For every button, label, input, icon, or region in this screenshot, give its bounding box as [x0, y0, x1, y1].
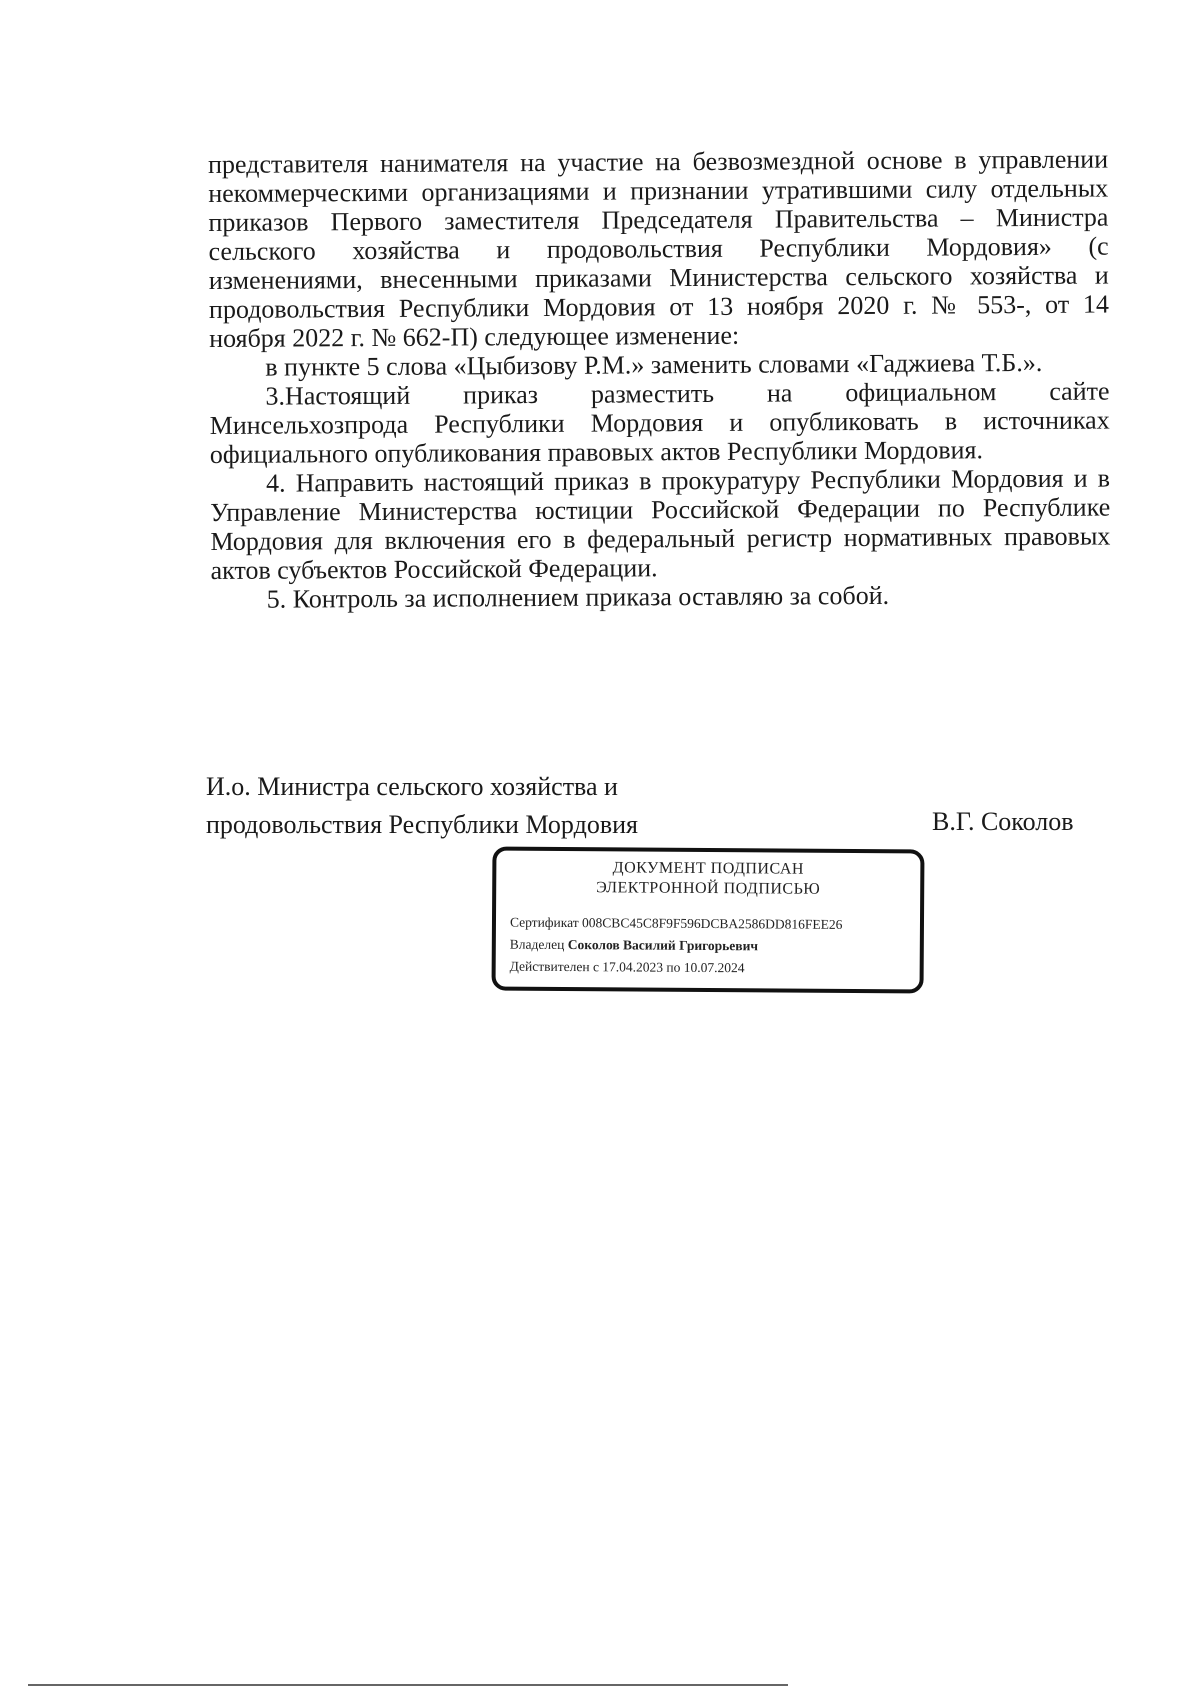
- body-line-paragraph-2-continued: в пункте 5 слова «Цыбизову Р.М.» заменить словами «Гаджиева Т.Б.».: [265, 347, 1043, 382]
- paragraph-3-line: Минсельхозпрода Республики Мордовия и опубликовать в источниках: [209, 405, 1110, 440]
- stamp-owner-value: Соколов Василий Григорьевич: [567, 937, 759, 954]
- paragraph-4-line: 4. Направить настоящий приказ в прокуратуру Республики Мордовия и в: [265, 463, 1111, 498]
- body-line: представителя нанимателя на участие на безвозмездной основе в управлении: [208, 144, 1109, 179]
- electronic-signature-stamp: [492, 846, 925, 993]
- stamp-certificate-value: 008CBC45C8F9F596DCBA2586DD816FEE26: [582, 915, 843, 932]
- stamp-owner: [510, 937, 758, 955]
- stamp-certificate: [510, 915, 843, 933]
- signatory-position-line-2: продовольствия Республики Мордовия: [206, 810, 638, 839]
- stamp-valid-from: 17.04.2023: [602, 959, 664, 975]
- body-line: продовольствия Республики Мордовия от 13 ноября 2020 г. № 553-, от 14: [208, 289, 1110, 324]
- paragraph-4-line: Управление Министерства юстиции Российской Федерации по Республике: [210, 492, 1111, 527]
- signatory-position-line-1: И.о. Министра сельского хозяйства и: [206, 772, 618, 801]
- paragraph-3-line: 3.Настоящий приказ разместить на официальном сайте: [265, 376, 1110, 411]
- stamp-owner-label: Владелец: [509, 936, 565, 952]
- stamp-valid-to-label: по: [666, 959, 681, 975]
- stamp-valid-label: Действителен с: [509, 958, 600, 975]
- scan-edge-line: [28, 1684, 788, 1686]
- stamp-certificate-label: Сертификат: [509, 914, 579, 931]
- signatory-position: [206, 768, 638, 844]
- signatory-name: В.Г. Соколов: [932, 807, 1074, 836]
- paragraph-4-line: Мордовия для включения его в федеральный регистр нормативных правовых: [210, 521, 1111, 556]
- body-line: изменениями, внесенными приказами Министерства сельского хозяйства и: [208, 260, 1109, 295]
- body-line: ноября 2022 г. № 662-П) следующее изменение:: [209, 320, 740, 353]
- paragraph-4-line: актов субъектов Российской Федерации.: [210, 553, 658, 585]
- document-body: [208, 145, 1111, 614]
- paragraph-5-line: 5. Контроль за исполнением приказа оставляю за собой.: [266, 580, 890, 614]
- stamp-title-line-2: ЭЛЕКТРОННОЙ ПОДПИСЬЮ: [596, 879, 821, 898]
- body-line: некоммерческими организациями и признании утратившими силу отдельных: [208, 173, 1109, 208]
- stamp-title-line-1: ДОКУМЕНТ ПОДПИСАН: [612, 859, 805, 878]
- paragraph-3-line: официального опубликования правовых актов Республики Мордовия.: [209, 435, 984, 469]
- stamp-valid-to: 10.07.2024: [683, 959, 745, 976]
- stamp-validity: [510, 959, 745, 977]
- body-line: приказов Первого заместителя Председателя Правительства – Министра: [208, 202, 1109, 237]
- body-line: сельского хозяйства и продовольствия Республики Мордовия» (с: [208, 231, 1109, 266]
